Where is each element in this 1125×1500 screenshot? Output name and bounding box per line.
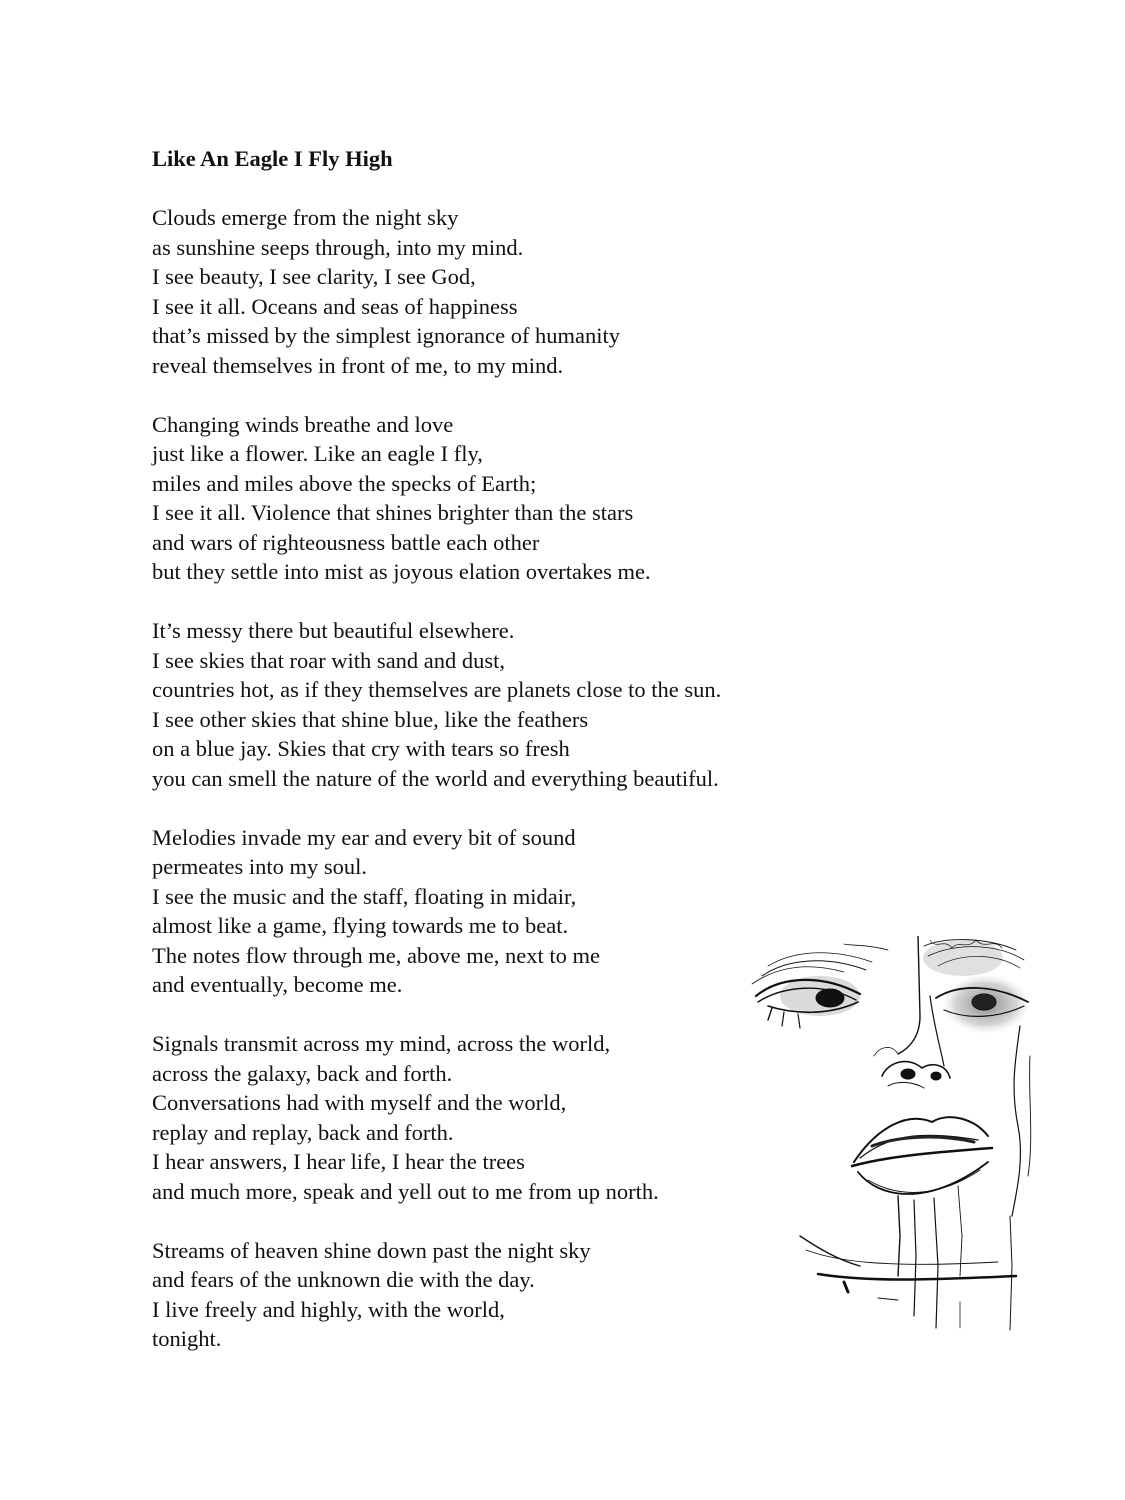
left-brow-line [768,953,872,966]
nostril [901,1069,915,1079]
poem-line: as sunshine seeps through, into my mind. [152,234,524,260]
chin-mark [844,1282,848,1292]
chin-mark [878,1298,898,1300]
poem-line: The notes flow through me, above me, next to me [152,942,601,968]
poem-line: but they settle into mist as joyous elation overtakes me. [152,559,651,584]
cheek-line [1012,1026,1020,1216]
poem-line: I see beauty, I see clarity, I see God, [152,264,476,289]
poem-line: replay and replay, back and forth. [152,1119,454,1145]
poem-line: tonight. [152,1326,222,1351]
lower-lip [868,1170,980,1192]
lip-line [852,1148,992,1166]
poem-line: and much more, speak and yell out to me from up north. [152,1178,659,1204]
nose-line [888,1082,924,1088]
stanza-2 [152,410,872,587]
poem-line: It’s messy there but beautiful elsewhere. [152,618,515,643]
poem-line: Melodies invade my ear and every bit of sound [152,824,576,850]
poem-line: Streams of heaven shine down past the night sky [152,1237,591,1263]
poem-line: I see skies that roar with sand and dust, [152,647,506,673]
poem-line: just like a flower. Like an eagle I fly, [152,441,483,466]
ink-drip [958,1186,962,1276]
poem-line: I see the music and the staff, floating in midair, [152,883,577,909]
ink-drip [934,1198,938,1328]
poem-line: on a blue jay. Skies that cry with tears so fresh [152,736,570,761]
poem-line: I see other skies that shine blue, like the feathers [152,706,589,732]
poem-line: I see it all. Oceans and seas of happiness [152,293,518,319]
poem-line: almost like a game, flying towards me to beat. [152,913,569,938]
nose-shadow [874,1047,898,1056]
face-sketch-icon [748,936,1040,1332]
poem-line: Changing winds breathe and love [152,411,454,437]
jaw-line [806,1250,998,1264]
left-pupil [816,989,844,1007]
poem-line: I see it all. Violence that shines brighter than the stars [152,500,634,525]
jaw-line [818,1274,1016,1280]
poem-line: I live freely and highly, with the world, [152,1296,505,1322]
left-lash [798,1014,800,1028]
stanza-1 [152,203,872,380]
brow-wash [923,940,1003,976]
poem-line: I hear answers, I hear life, I hear the trees [152,1149,525,1174]
lip-shade [872,1137,974,1146]
right-pupil [972,994,996,1010]
poem-line: across the galaxy, back and forth. [152,1060,453,1086]
lower-lip [858,1162,988,1194]
cheek-line [1028,1056,1031,1176]
stanza-3 [152,616,872,793]
poem-line: that’s missed by the simplest ignorance of humanity [152,323,621,348]
left-brow-line [762,961,866,976]
nose-line [930,996,944,1066]
nose-line [898,936,920,1054]
poem-line: you can smell the nature of the world and everything beautiful. [152,765,719,791]
nostril [931,1072,941,1080]
ink-drip [914,1200,916,1316]
poem-line: Clouds emerge from the night sky [152,205,459,230]
ink-drip [1010,1216,1012,1330]
poem-line: reveal themselves in front of me, to my mind. [152,352,564,378]
poem-line: permeates into my soul. [152,854,367,879]
poem-line: countries hot, as if they themselves are planets close to the sun. [152,677,722,702]
left-lash [782,1012,784,1026]
poem-line: miles and miles above the specks of Earth; [152,470,537,496]
poem-line: and wars of righteousness battle each other [152,529,540,555]
poem-line: and fears of the unknown die with the day. [152,1267,535,1292]
poem-line: and eventually, become me. [152,972,403,997]
left-brow-line [844,944,888,950]
poem-line: Signals transmit across my mind, across the world, [152,1031,611,1056]
poem-line: Conversations had with myself and the world, [152,1090,567,1115]
poem-title: Like An Eagle I Fly High [152,146,393,171]
left-lash [768,1008,772,1020]
